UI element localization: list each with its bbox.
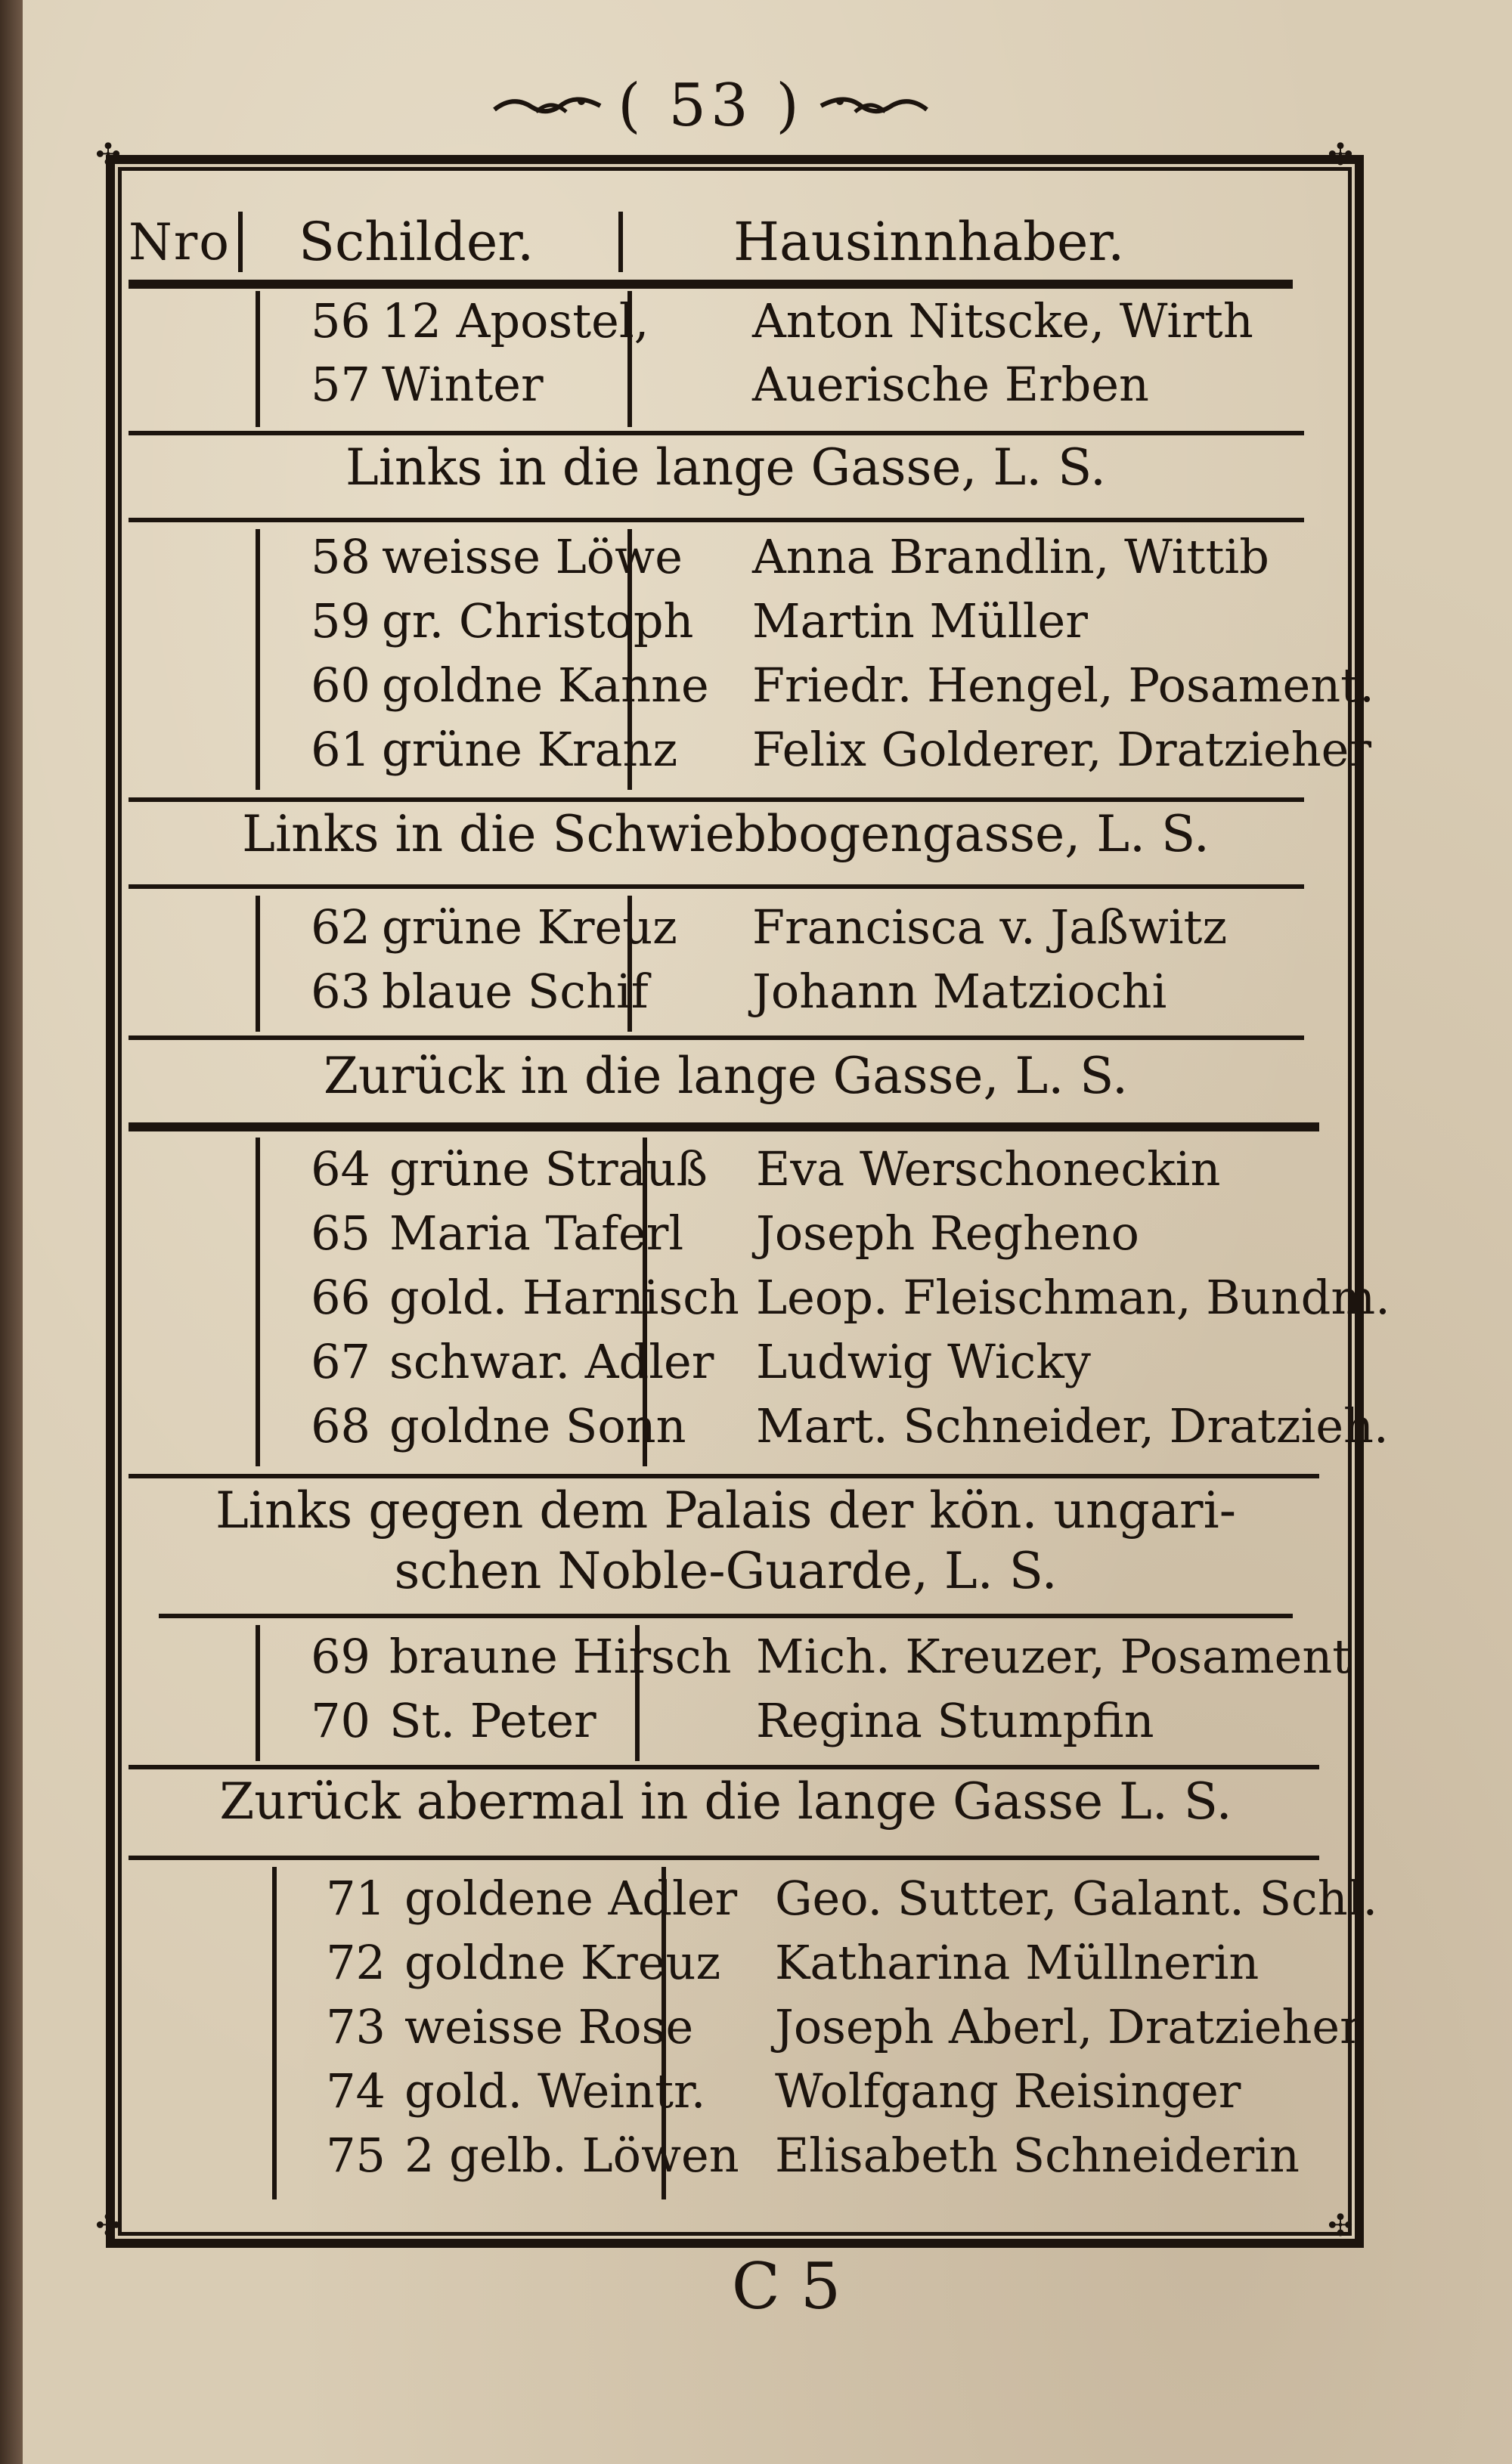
corner-ornament-icon: ✣ xyxy=(1328,2209,1353,2243)
table-row xyxy=(129,357,1323,419)
table-row xyxy=(129,293,1323,355)
house-owner: Francisca v. Jaßwitz xyxy=(752,899,1228,955)
house-owner: Elisabeth Schneiderin xyxy=(775,2128,1300,2183)
table-row xyxy=(129,1935,1323,1997)
house-sign: grüne Kranz xyxy=(382,722,678,777)
house-sign: gr. Christoph xyxy=(382,593,694,649)
section-rule xyxy=(129,1035,1304,1040)
header-schilder: Schilder. xyxy=(299,211,534,273)
house-owner: Anton Nitscke, Wirth xyxy=(752,293,1253,348)
table-row xyxy=(129,1871,1378,1933)
house-owner: Auerische Erben xyxy=(752,357,1149,412)
header-divider xyxy=(618,212,623,272)
house-number: 71 xyxy=(326,1871,386,1926)
section-rule xyxy=(129,1765,1319,1769)
page-number-line xyxy=(454,72,968,140)
table-row xyxy=(129,1270,1390,1332)
section-rule xyxy=(129,884,1304,889)
house-owner: Johann Matziochi xyxy=(752,964,1167,1019)
table-row xyxy=(129,1629,1366,1691)
signature-mark: C 5 xyxy=(731,2249,841,2323)
house-number: 56 xyxy=(311,293,370,348)
right-ornament-icon xyxy=(817,91,931,121)
table-row xyxy=(129,1334,1323,1396)
table-row xyxy=(129,899,1323,961)
house-owner: Martin Müller xyxy=(752,593,1088,649)
table-row xyxy=(129,722,1371,784)
house-sign: 12 Apostel, xyxy=(382,293,649,348)
house-owner: Joseph Aberl, Dratzieher xyxy=(775,1999,1362,2054)
house-number: 68 xyxy=(311,1398,370,1453)
house-sign: grüne Strauß xyxy=(389,1141,708,1196)
house-number: 73 xyxy=(326,1999,386,2054)
house-sign: weisse Löwe xyxy=(382,529,683,584)
table-row xyxy=(129,658,1374,720)
house-sign: gold. Harnisch xyxy=(389,1270,739,1325)
house-owner: Regina Stumpfin xyxy=(756,1693,1154,1748)
house-owner: Joseph Regheno xyxy=(756,1206,1139,1261)
corner-ornament-icon: ✣ xyxy=(95,138,121,172)
house-number: 57 xyxy=(311,357,370,412)
house-owner: Mart. Schneider, Dratzieh. xyxy=(756,1398,1389,1453)
house-number: 69 xyxy=(311,1629,370,1684)
house-owner: Eva Werschoneckin xyxy=(756,1141,1221,1196)
house-number: 72 xyxy=(326,1935,386,1990)
header-nr: Nro xyxy=(129,212,231,271)
house-owner: Friedr. Hengel, Posament. xyxy=(752,658,1374,713)
header-rule xyxy=(129,280,1293,289)
house-sign: St. Peter xyxy=(389,1693,596,1748)
table-row xyxy=(129,593,1323,655)
directory-table xyxy=(129,174,1390,2207)
section-heading: Zurück in die lange Gasse, L. S. xyxy=(323,1047,1129,1105)
house-sign: schwar. Adler xyxy=(389,1334,714,1389)
house-sign: grüne Kreuz xyxy=(382,899,677,955)
table-row xyxy=(129,1693,1323,1755)
house-number: 61 xyxy=(311,722,370,777)
house-number: 66 xyxy=(311,1270,370,1325)
house-sign: blaue Schif xyxy=(382,964,649,1019)
section-heading: schen Noble-Guarde, L. S. xyxy=(394,1542,1058,1600)
table-header xyxy=(129,200,1323,283)
corner-ornament-icon: ✣ xyxy=(1328,138,1353,172)
house-owner: Leop. Fleischman, Bundm. xyxy=(756,1270,1390,1325)
house-number: 58 xyxy=(311,529,370,584)
section-rule xyxy=(129,431,1304,435)
house-number: 60 xyxy=(311,658,370,713)
section-rule xyxy=(159,1614,1293,1618)
table-row xyxy=(129,1398,1389,1460)
house-number: 75 xyxy=(326,2128,386,2183)
house-sign: braune Hirsch xyxy=(389,1629,732,1684)
house-number: 64 xyxy=(311,1141,370,1196)
house-number: 65 xyxy=(311,1206,370,1261)
header-hausinnhaber: Hausinnhaber. xyxy=(733,211,1125,273)
section-rule xyxy=(129,518,1304,522)
house-sign: weisse Rose xyxy=(404,1999,694,2054)
house-owner: Ludwig Wicky xyxy=(756,1334,1091,1389)
book-page xyxy=(23,0,1512,2464)
house-owner: Mich. Kreuzer, Posament. xyxy=(756,1629,1366,1684)
section-rule xyxy=(129,1122,1319,1131)
house-sign: goldene Adler xyxy=(404,1871,738,1926)
house-number: 74 xyxy=(326,2063,386,2119)
section-rule xyxy=(129,1856,1319,1860)
table-row xyxy=(129,1141,1323,1203)
table-row xyxy=(129,1999,1362,2061)
left-ornament-icon xyxy=(491,91,604,121)
house-owner: Geo. Sutter, Galant. Schl. xyxy=(775,1871,1378,1926)
house-number: 62 xyxy=(311,899,370,955)
house-sign: goldne Kreuz xyxy=(404,1935,721,1990)
house-sign: Maria Taferl xyxy=(389,1206,684,1261)
section-heading: Links gegen dem Palais der kön. ungari- xyxy=(215,1481,1237,1540)
section-rule xyxy=(129,1474,1319,1478)
corner-ornament-icon: ✣ xyxy=(95,2209,121,2243)
house-sign: goldne Sonn xyxy=(389,1398,686,1453)
table-row xyxy=(129,1206,1323,1268)
house-number: 67 xyxy=(311,1334,370,1389)
section-rule xyxy=(129,797,1304,802)
table-row xyxy=(129,529,1323,591)
house-sign: 2 gelb. Löwen xyxy=(404,2128,739,2183)
table-row xyxy=(129,964,1323,1026)
section-heading: Links in die lange Gasse, L. S. xyxy=(345,438,1106,497)
house-number: 59 xyxy=(311,593,370,649)
section-heading: Zurück abermal in die lange Gasse L. S. xyxy=(219,1772,1232,1831)
house-sign: goldne Kanne xyxy=(382,658,709,713)
house-owner: Katharina Müllnerin xyxy=(775,1935,1259,1990)
house-sign: Winter xyxy=(382,357,544,412)
house-owner: Wolfgang Reisinger xyxy=(775,2063,1241,2119)
table-row xyxy=(129,2063,1323,2125)
house-number: 70 xyxy=(311,1693,370,1748)
house-owner: Anna Brandlin, Wittib xyxy=(752,529,1269,584)
page-number: ( 53 ) xyxy=(618,72,804,140)
house-sign: gold. Weintr. xyxy=(404,2063,706,2119)
header-divider xyxy=(238,212,243,272)
house-owner: Felix Golderer, Dratzieher xyxy=(752,722,1371,777)
section-heading: Links in die Schwiebbogengasse, L. S. xyxy=(242,805,1210,863)
table-row xyxy=(129,2128,1323,2190)
house-number: 63 xyxy=(311,964,370,1019)
